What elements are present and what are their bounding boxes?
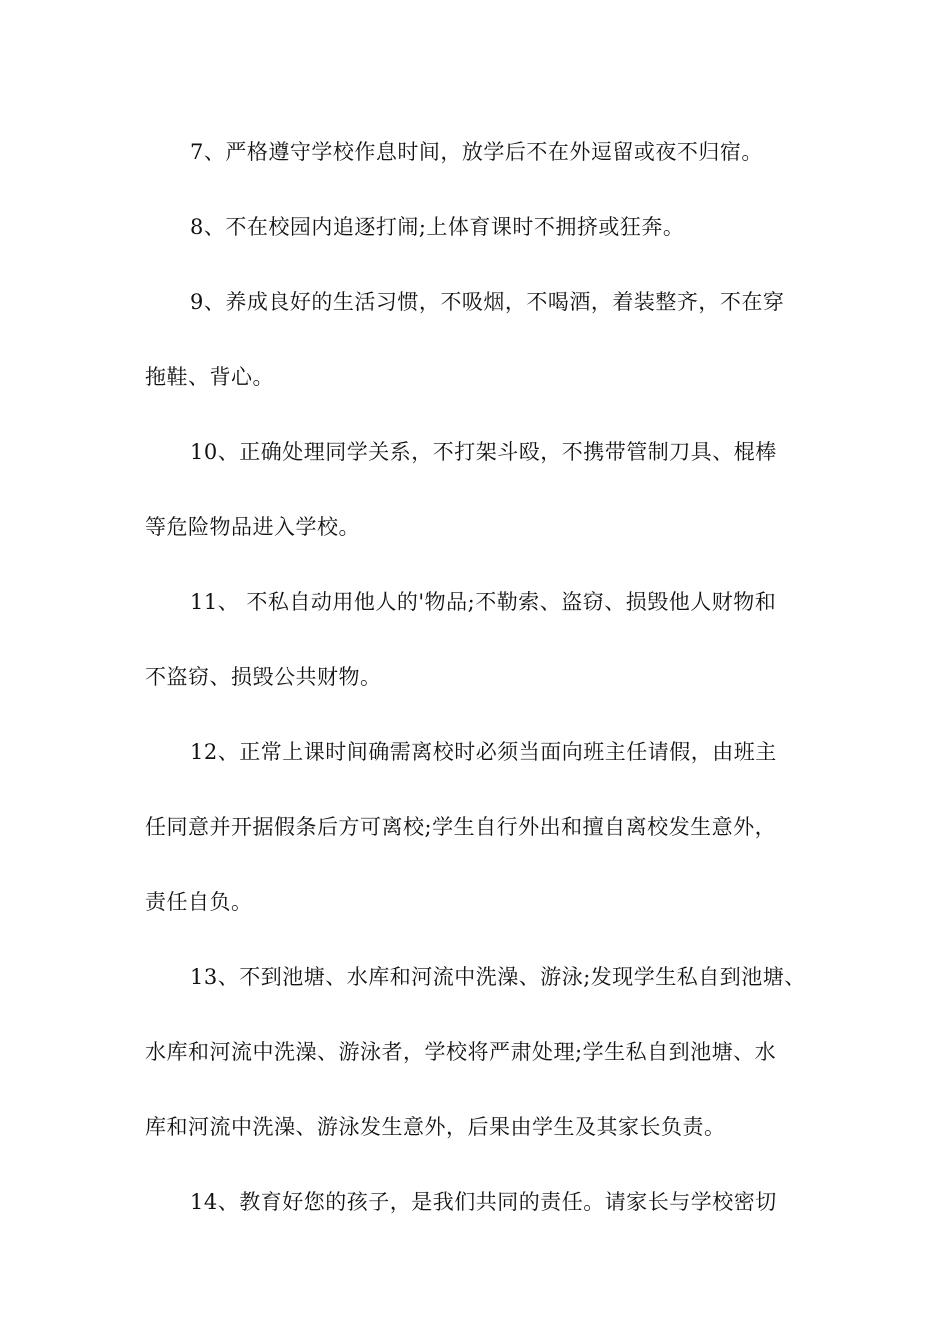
rule-12-line-2: 任同意并开据假条后方可离校;学生自行外出和擅自离校发生意外， xyxy=(145,815,777,839)
rule-7-line-1: 7、严格遵守学校作息时间，放学后不在外逗留或夜不归宿。 xyxy=(190,140,763,164)
rule-11-line-2: 不盗窃、损毁公共财物。 xyxy=(145,665,382,689)
rule-10-line-1: 10、正确处理同学关系，不打架斗殴，不携带管制刀具、棍棒 xyxy=(190,440,777,464)
rule-14-line-1: 14、教育好您的孩子，是我们共同的责任。请家长与学校密切 xyxy=(190,1190,777,1214)
rule-13-line-3: 库和河流中洗澡、游泳发生意外，后果由学生及其家长负责。 xyxy=(145,1115,726,1139)
rule-11-line-1: 11、 不私自动用他人的'物品;不勒索、盗窃、损毁他人财物和 xyxy=(190,590,777,614)
rule-10-line-2: 等危险物品进入学校。 xyxy=(145,515,360,539)
rule-9-line-2: 拖鞋、背心。 xyxy=(145,365,274,389)
rule-13-line-1: 13、不到池塘、水库和河流中洗澡、游泳;发现学生私自到池塘、 xyxy=(190,965,806,989)
rule-12-line-1: 12、正常上课时间确需离校时必须当面向班主任请假，由班主 xyxy=(190,740,777,764)
rule-13-line-2: 水库和河流中洗澡、游泳者，学校将严肃处理;学生私自到池塘、水 xyxy=(145,1040,777,1064)
rule-9-line-1: 9、养成良好的生活习惯，不吸烟，不喝酒，着装整齐，不在穿 xyxy=(190,290,785,314)
rule-8-line-1: 8、不在校园内追逐打闹;上体育课时不拥挤或狂奔。 xyxy=(190,215,685,239)
rule-12-line-3: 责任自负。 xyxy=(145,890,253,914)
